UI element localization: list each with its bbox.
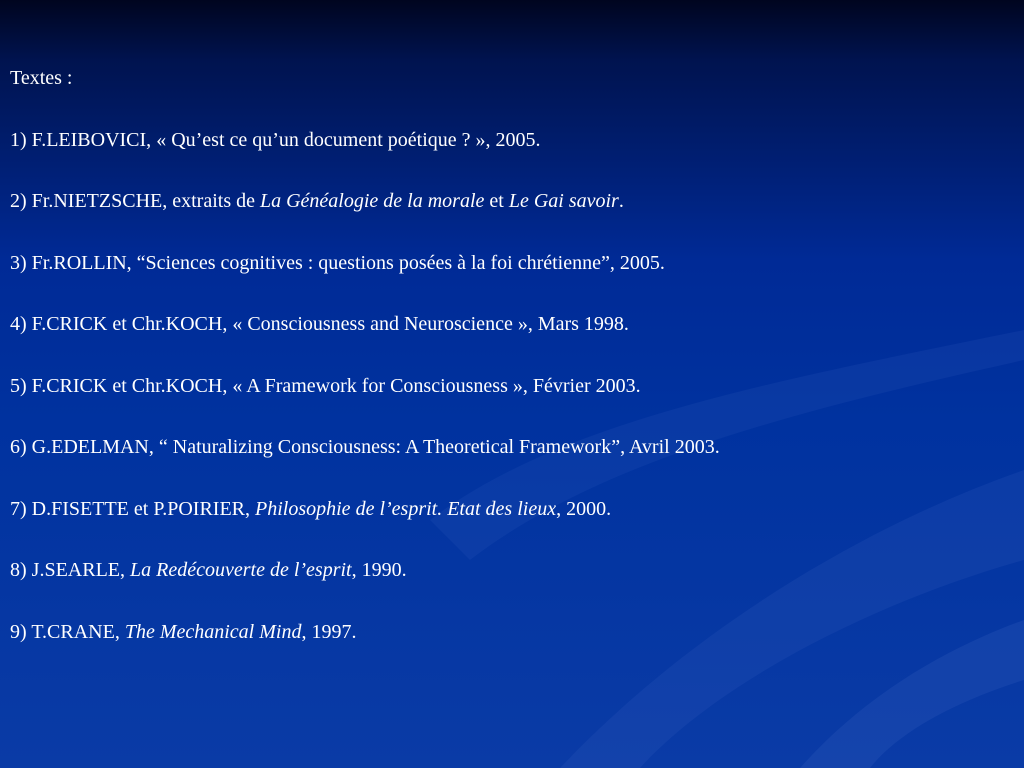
ref-author: D.FISETTE et P.POIRIER, [31,497,251,520]
reference-5 [10,374,1010,398]
reference-3 [10,251,1010,275]
ref-author: Fr.NIETZSCHE, [31,190,168,212]
ref-number: 4) [10,313,27,335]
reference-6 [10,435,1010,459]
ref-title: Le Gai savoir [508,190,619,212]
reference-4 [10,312,1010,336]
reference-8 [10,558,1010,582]
ref-number: 5) [10,374,27,397]
ref-number: 2) [10,190,27,212]
reference-9 [10,620,1010,644]
ref-text: . [618,190,624,212]
ref-text: “ Naturalizing Consciousness: A Theoretical Framework”, Avril 2003. [158,436,720,458]
references-list [10,66,1010,681]
ref-text: , 1990. [351,559,407,581]
ref-author: G.EDELMAN, [31,436,154,458]
ref-author: F.CRICK et Chr.KOCH, [31,374,228,397]
ref-author: Fr.ROLLIN, [31,251,132,274]
ref-number: 9) [10,620,27,643]
ref-number: 8) [10,559,27,581]
ref-number: 7) [10,497,27,520]
ref-number: 1) [10,128,27,151]
ref-text: « Consciousness and Neuroscience », Mars 1998. [232,313,629,335]
ref-author: F.LEIBOVICI, [31,128,152,151]
reference-2 [10,189,1010,213]
heading: Textes : [10,67,73,89]
reference-1 [10,128,1010,152]
ref-title: The Mechanical Mind [124,620,302,643]
ref-title: Philosophie de l’esprit. Etat des lieux [255,497,557,520]
ref-text: « A Framework for Consciousness », Février 2003. [232,374,641,397]
ref-text: extraits de [172,190,255,212]
ref-text: et [489,190,504,212]
ref-text: « Qu’est ce qu’un document poétique ? », 2005. [156,128,541,151]
ref-text: “Sciences cognitives : questions posées à la foi chrétienne”, 2005. [136,251,665,274]
ref-author: F.CRICK et Chr.KOCH, [31,313,228,335]
ref-number: 3) [10,251,27,274]
reference-7 [10,497,1010,521]
ref-author: J.SEARLE, [31,559,126,581]
ref-author: T.CRANE, [31,620,120,643]
ref-text: , 1997. [301,620,357,643]
ref-text: , 2000. [556,497,612,520]
ref-title: La Redécouverte de l’esprit [130,559,352,581]
ref-number: 6) [10,436,27,458]
ref-title: La Généalogie de la morale [259,190,485,212]
